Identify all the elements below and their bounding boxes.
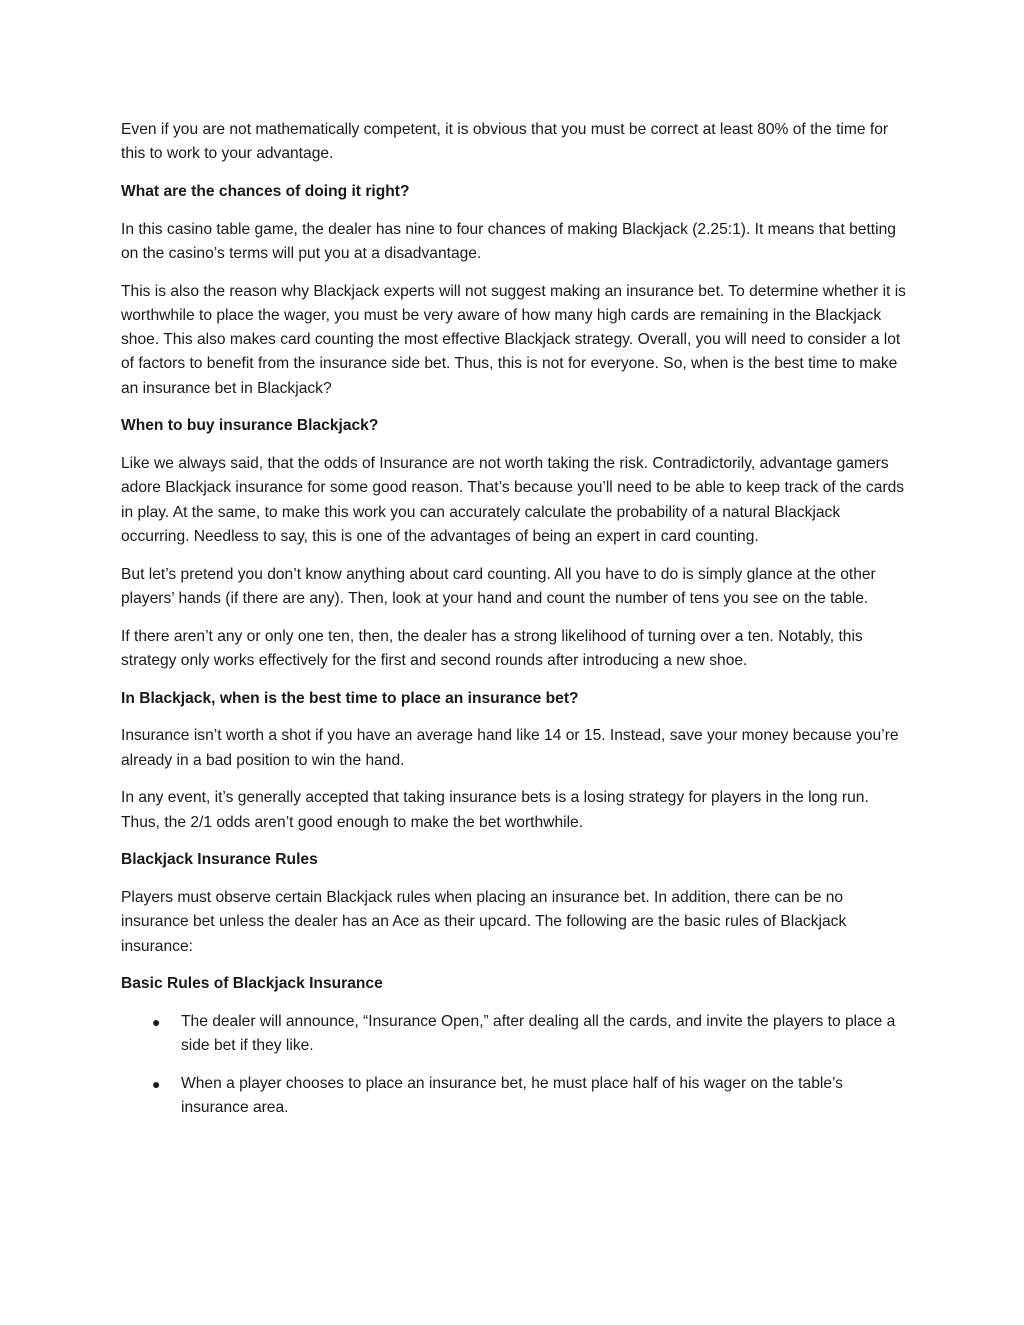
body-paragraph: This is also the reason why Blackjack experts will not suggest making an insurance bet. To determine whether it is worthwhile to place the wager, you must be very aware of how many high cards are remaining in the Blackjack shoe. This also makes card counting the most effective Blackjack strategy. Overall, you will need to consider a lot of factors to benefit from the insurance side bet. Thus, this is not for everyone. So, when is the best time to make an insurance bet in Blackjack?: [121, 282, 906, 397]
body-paragraph: In this casino table game, the dealer has nine to four chances of making Blackjack (2.25:1). It means that betting on the casino’s terms will put you at a disadvantage.: [121, 220, 896, 262]
list-item-text: The dealer will announce, “Insurance Open,” after dealing all the cards, and invite the players to place a side bet if they like.: [181, 1013, 896, 1055]
document-page: [121, 118, 911, 1134]
body-paragraph: Insurance isn’t worth a shot if you have an average hand like 14 or 15. Instead, save your money because you’re already in a bad position to win the hand.: [121, 727, 899, 769]
bullet-icon: ●: [152, 1014, 161, 1031]
section-heading: In Blackjack, when is the best time to place an insurance bet?: [121, 689, 579, 707]
section-heading: When to buy insurance Blackjack?: [121, 417, 379, 435]
section-heading: Basic Rules of Blackjack Insurance: [121, 975, 383, 993]
body-paragraph: Even if you are not mathematically competent, it is obvious that you must be correct at least 80% of the time for this to work to your advantage.: [121, 121, 889, 163]
list-item: [121, 1010, 911, 1058]
body-paragraph: If there aren’t any or only one ten, then, the dealer has a strong likelihood of turning over a ten. Notably, this strategy only works effectively for the first and second rounds after introducing a new shoe.: [121, 627, 863, 669]
body-paragraph: Players must observe certain Blackjack rules when placing an insurance bet. In addition, there can be no insurance bet unless the dealer has an Ace as their upcard. The following are the basic rules of Blackjack insurance:: [121, 889, 847, 955]
rules-bullet-list: [121, 1010, 911, 1120]
body-paragraph: But let’s pretend you don’t know anything about card counting. All you have to do is simply glance at the other players’ hands (if there are any). Then, look at your hand and count the number of tens you see on the table.: [121, 565, 876, 607]
list-item-text: When a player chooses to place an insurance bet, he must place half of his wager on the table’s insurance area.: [181, 1075, 843, 1117]
section-heading: What are the chances of doing it right?: [121, 183, 410, 200]
body-paragraph: Like we always said, that the odds of Insurance are not worth taking the risk. Contradictorily, advantage gamers adore Blackjack insurance for some good reason. That’s because you’ll need to be able to keep track of the cards in play. At the same, to make this work you can accurately calculate the probability of a natural Blackjack occurring. Needless to say, this is one of the advantages of being an expert in card counting.: [121, 455, 905, 545]
section-heading: Blackjack Insurance Rules: [121, 851, 318, 869]
bullet-icon: ●: [152, 1076, 161, 1093]
list-item: [121, 1072, 911, 1120]
body-paragraph: In any event, it’s generally accepted that taking insurance bets is a losing strategy for players in the long run. Thus, the 2/1 odds aren’t good enough to make the bet worthwhile.: [121, 789, 869, 831]
